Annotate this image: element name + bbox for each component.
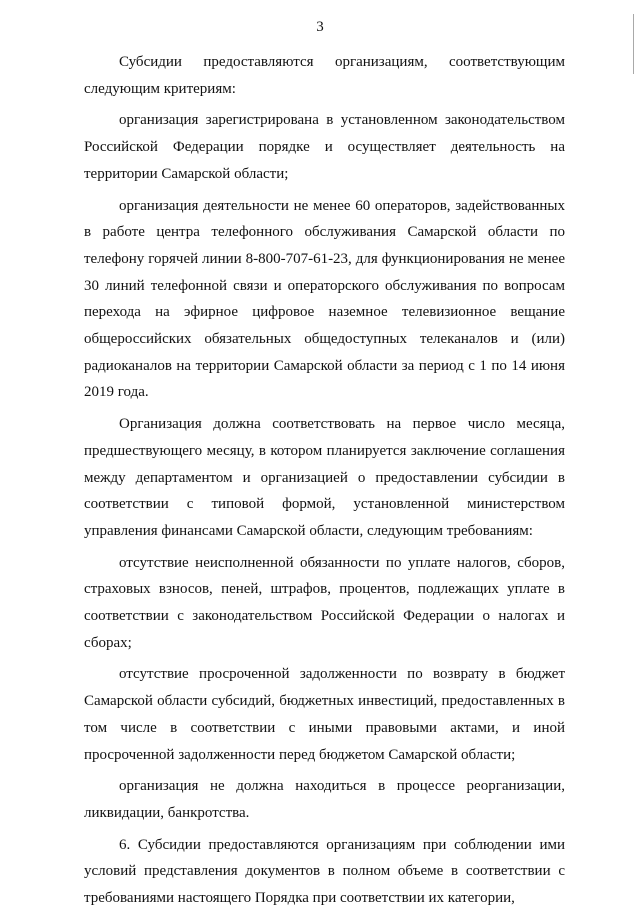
paragraph-reorganization: организация не должна находиться в процессе реорганизации, ликвидации, банкротства. <box>84 778 565 821</box>
paragraph-item-6: 6. Субсидии предоставляются организациям при соблюдении ими условий представления документов в полном объеме в соответствии с требованиями настоящего Порядка при соответствии их категории, <box>84 836 565 907</box>
paragraph-tax-debt: отсутствие неисполненной обязанности по уплате налогов, сборов, страховых взносов, пеней, штрафов, процентов, подлежащих уплате в соответствии с законодательством Российской Федерации о налогах и сборах; <box>84 554 565 651</box>
paragraph-requirements-intro: Организация должна соответствовать на первое число месяца, предшествующего месяцу, в котором планируется заключение соглашения между департаментом и организацией о предоставлении субсидии в соответствии с типовой формой, установленной министерством управления финансами Самарской области, следующим требованиям: <box>84 416 565 539</box>
paragraph-criteria-intro: Субсидии предоставляются организациям, соответствующим следующим критериям: <box>84 54 565 97</box>
paragraph-operators: организация деятельности не менее 60 операторов, задействованных в работе центра телефонного обслуживания Самарской области по телефону горячей линии 8-800-707-61-23, для функционирования не менее 30 линий телефонной связи и операторского обслуживания по вопросам перехода на эфирное цифровое наземное телевизионное вещание общероссийских обязательных общедоступных телеканалов и (или) радиоканалов на территории Самарской области за период с 1 по 14 июня 2019 года. <box>84 197 565 401</box>
page-number: 3 <box>316 19 324 35</box>
paragraph-registration: организация зарегистрирована в установленном законодательством Российской Федерации порядке и осуществляет деятельность на территории Самарской области; <box>84 112 565 182</box>
paragraph-budget-debt: отсутствие просроченной задолженности по возврату в бюджет Самарской области субсидий, бюджетных инвестиций, предоставленных в том числе в соответствии с иными правовыми актами, и иной просроченной задолженности перед бюджетом Самарской области; <box>84 666 565 763</box>
document-body <box>84 49 565 912</box>
